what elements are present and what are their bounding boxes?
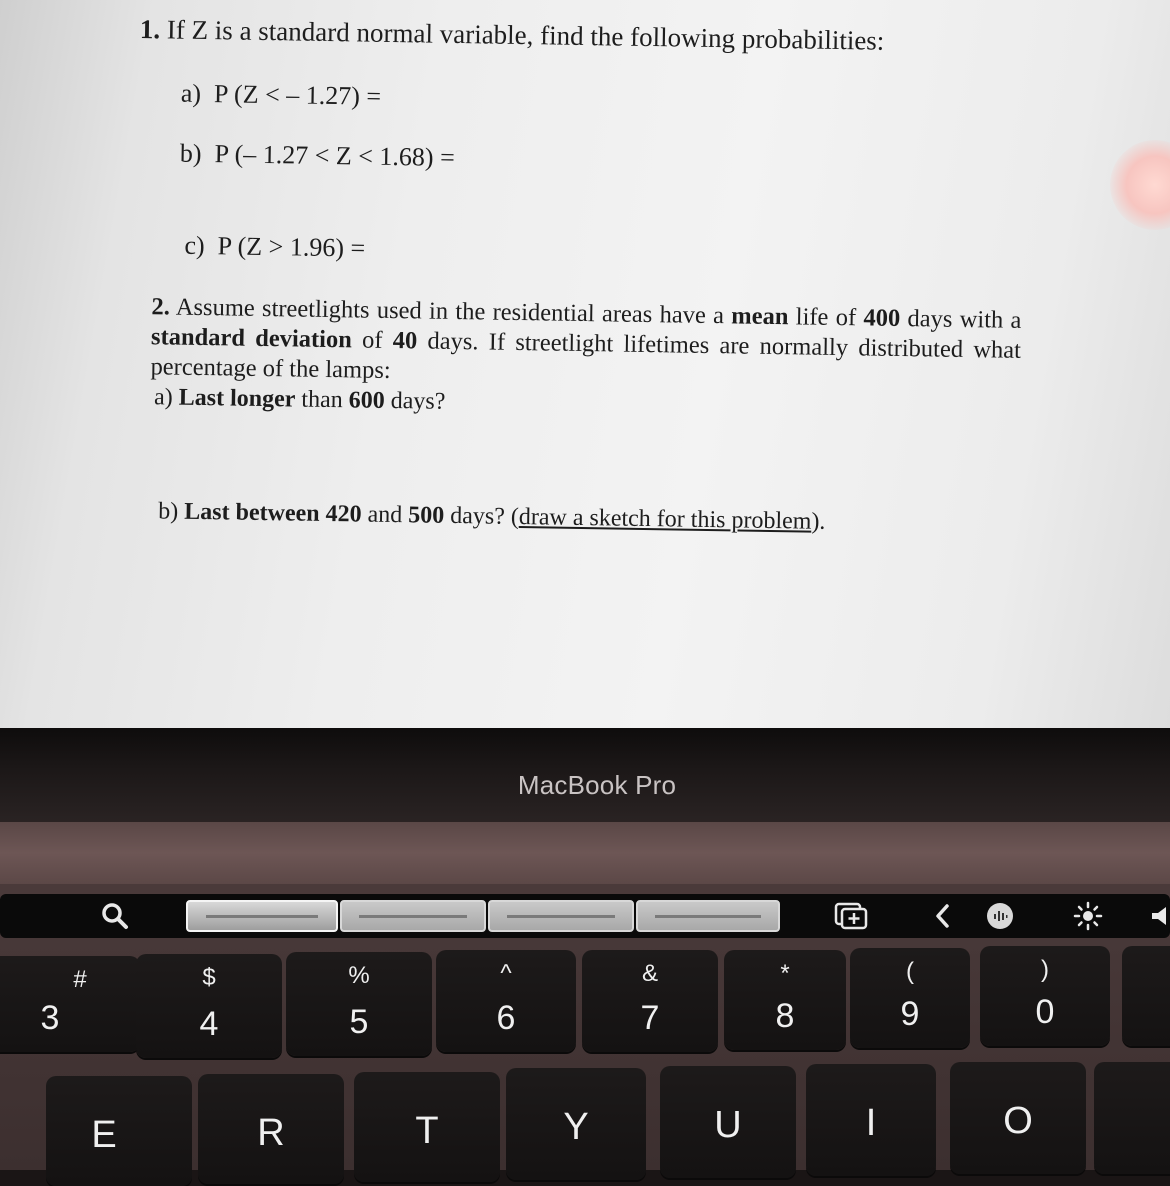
value-600: 600 bbox=[348, 387, 385, 414]
question-2a-bold: Last longer bbox=[178, 384, 296, 413]
key-symbol: * bbox=[780, 960, 790, 987]
search-icon-glyph bbox=[100, 901, 130, 931]
key-symbol: ( bbox=[906, 958, 914, 985]
siri-icon[interactable] bbox=[980, 894, 1020, 938]
laptop-hinge bbox=[0, 822, 1170, 884]
key-symbol: & bbox=[641, 960, 658, 987]
key-symbol: ^ bbox=[500, 960, 512, 987]
key-symbol: $ bbox=[202, 964, 216, 991]
tab-thumbnail[interactable] bbox=[636, 900, 780, 932]
key-8[interactable] bbox=[724, 950, 846, 1050]
value-500: 500 bbox=[408, 502, 445, 529]
tab-thumbnail[interactable] bbox=[186, 900, 338, 932]
volume-icon-glyph bbox=[1150, 904, 1170, 928]
key-y[interactable] bbox=[506, 1068, 646, 1180]
question-2 bbox=[150, 292, 1021, 396]
key-number: 8 bbox=[775, 997, 795, 1035]
key-number: 3 bbox=[40, 999, 60, 1037]
key-number: 4 bbox=[199, 1005, 219, 1043]
term-standard-deviation: standard deviation bbox=[150, 323, 353, 354]
question-2-text: of bbox=[361, 326, 383, 354]
key-u[interactable] bbox=[660, 1066, 796, 1178]
part-label: b) bbox=[158, 498, 179, 525]
question-2-text: Assume streetlights used in the residential areas have a bbox=[175, 293, 725, 330]
key-number: 9 bbox=[900, 995, 920, 1033]
question-2b-text: ). bbox=[811, 508, 826, 535]
question-2-text: life of bbox=[795, 303, 857, 332]
probability-expression: P (– 1.27 < Z < 1.68) = bbox=[214, 139, 455, 172]
key-4[interactable] bbox=[136, 954, 282, 1058]
chevron-left-icon-glyph bbox=[933, 903, 951, 929]
volume-icon[interactable] bbox=[1150, 894, 1170, 938]
chevron-left-icon[interactable] bbox=[922, 894, 962, 938]
key-letter: E bbox=[91, 1114, 117, 1156]
tabs-add-icon-glyph bbox=[834, 902, 868, 930]
key-minus[interactable] bbox=[1122, 946, 1170, 1046]
tabs-add-icon[interactable] bbox=[826, 894, 876, 938]
key-3[interactable] bbox=[0, 956, 140, 1052]
key-9[interactable] bbox=[850, 948, 970, 1048]
key-5[interactable] bbox=[286, 952, 432, 1056]
key-letter: Y bbox=[563, 1106, 589, 1148]
tab-thumbnail[interactable] bbox=[488, 900, 634, 932]
question-2b bbox=[158, 498, 826, 535]
question-1c bbox=[184, 231, 365, 264]
laptop-brand-label bbox=[0, 770, 1170, 801]
key-number: 0 bbox=[1035, 993, 1055, 1031]
key-6[interactable] bbox=[436, 950, 576, 1052]
question-2a bbox=[154, 384, 446, 416]
question-2b-text: and bbox=[367, 501, 403, 529]
key-letter: O bbox=[1003, 1100, 1033, 1142]
key-number: 5 bbox=[349, 1003, 369, 1041]
part-label: c) bbox=[184, 230, 205, 261]
part-label: a) bbox=[153, 384, 173, 411]
key-letter: I bbox=[865, 1102, 877, 1144]
question-2a-text: than bbox=[301, 386, 343, 414]
key-i[interactable] bbox=[806, 1064, 936, 1176]
question-1-number: 1. bbox=[139, 14, 161, 45]
question-2b-bold: Last between bbox=[184, 498, 320, 527]
search-icon[interactable] bbox=[60, 894, 170, 938]
question-1 bbox=[140, 14, 885, 57]
brightness-icon-glyph bbox=[1073, 901, 1103, 931]
key-letter: R bbox=[257, 1112, 285, 1154]
key-7[interactable] bbox=[582, 950, 718, 1052]
brightness-icon[interactable] bbox=[1068, 894, 1108, 938]
question-2a-text: days? bbox=[390, 387, 446, 415]
sketch-instruction: draw a sketch for this problem bbox=[518, 504, 812, 535]
probability-expression: P (Z < – 1.27) = bbox=[213, 79, 382, 111]
question-2-text: days. If streetlight lifetimes are normally distributed what percentage of the lamps: bbox=[150, 327, 1022, 384]
key-number: 7 bbox=[640, 999, 660, 1037]
question-2b-text: days? ( bbox=[450, 502, 520, 531]
key-0[interactable] bbox=[980, 946, 1110, 1046]
question-2-text: days with a bbox=[907, 305, 1022, 334]
probability-expression: P (Z > 1.96) = bbox=[217, 231, 366, 263]
question-1-text: If Z is a standard normal variable, find the following probabilities: bbox=[166, 14, 885, 56]
key-symbol: # bbox=[73, 966, 87, 993]
part-label: a) bbox=[180, 78, 202, 108]
key-p[interactable] bbox=[1094, 1062, 1170, 1174]
key-symbol: ) bbox=[1041, 956, 1049, 983]
key-letter: T bbox=[415, 1110, 439, 1152]
question-2-number: 2. bbox=[151, 293, 171, 321]
touch-bar bbox=[0, 894, 1170, 938]
question-1a bbox=[181, 79, 382, 112]
brand-text: MacBook Pro bbox=[517, 770, 677, 800]
value-420: 420 bbox=[325, 500, 362, 528]
term-mean: mean bbox=[731, 302, 789, 331]
question-1b bbox=[180, 139, 455, 173]
value-standard-deviation: 40 bbox=[392, 327, 418, 355]
part-label: b) bbox=[179, 138, 202, 168]
key-symbol: % bbox=[348, 962, 370, 989]
key-r[interactable] bbox=[198, 1074, 344, 1184]
value-mean: 400 bbox=[863, 304, 901, 332]
key-o[interactable] bbox=[950, 1062, 1086, 1174]
key-letter: U bbox=[714, 1104, 742, 1146]
tab-thumbnail[interactable] bbox=[340, 900, 486, 932]
key-number: 6 bbox=[496, 999, 516, 1037]
key-t[interactable] bbox=[354, 1072, 500, 1182]
siri-icon-glyph bbox=[985, 901, 1015, 931]
